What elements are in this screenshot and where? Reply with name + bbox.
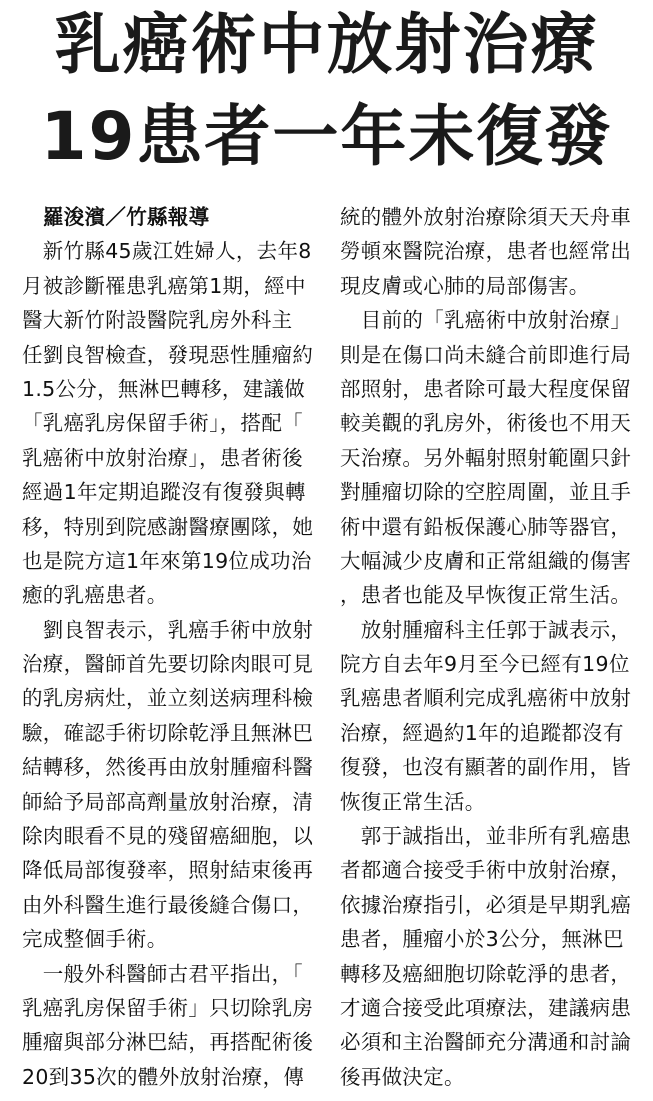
article-line: 也是院方這1年來第19位成功治 xyxy=(22,548,312,573)
article-line: 院方自去年9月至今已經有19位 xyxy=(340,652,630,677)
article-line: 醫大新竹附設醫院乳房外科主 xyxy=(22,308,293,333)
article-line: 乳癌乳房保留手術」只切除乳房 xyxy=(22,995,314,1020)
article-line: 放射腫瘤科主任郭于誠表示， xyxy=(340,617,632,642)
article-line: 必須和主治醫師充分溝通和討論 xyxy=(340,1030,632,1055)
article-line: 恢復正常生活。 xyxy=(340,789,486,814)
article-line: 經過1年定期追蹤沒有復發與轉 xyxy=(22,480,306,505)
article-line: 一般外科醫師古君平指出，「 xyxy=(22,961,303,986)
headline-line-2: 19患者一年未復發 xyxy=(40,98,613,175)
article-line: 轉移及癌細胞切除乾淨的患者， xyxy=(340,961,632,986)
article-line: 除肉眼看不見的殘留癌細胞，以 xyxy=(22,824,314,849)
article-line: 勞頓來醫院治療，患者也經常出 xyxy=(340,239,632,264)
article-line: 現皮膚或心肺的局部傷害。 xyxy=(340,273,590,298)
article-line: 乳癌術中放射治療」，患者術後 xyxy=(22,445,303,470)
article-line: 大幅減少皮膚和正常組織的傷害 xyxy=(340,548,632,573)
article-line: 乳癌患者順利完成乳癌術中放射 xyxy=(340,686,632,711)
article-line: 劉良智表示，乳癌手術中放射 xyxy=(22,617,314,642)
article-column-left xyxy=(22,200,314,1094)
article-line: 對腫瘤切除的空腔周圍，並且手 xyxy=(340,480,632,505)
article-line: 治療，經過約1年的追蹤都沒有 xyxy=(340,720,624,745)
article-line: 結轉移，然後再由放射腫瘤科醫 xyxy=(22,755,314,780)
article-line: 部照射，患者除可最大程度保留 xyxy=(340,376,632,401)
article-line: 治療，醫師首先要切除肉眼可見 xyxy=(22,652,314,677)
article-line: 任劉良智檢查，發現惡性腫瘤約 xyxy=(22,342,314,367)
article-line: 則是在傷口尚未縫合前即進行局 xyxy=(340,342,632,367)
article-line: 郭于誠指出，並非所有乳癌患 xyxy=(340,824,632,849)
article-line: 統的體外放射治療除須天天舟車 xyxy=(340,205,632,229)
article-line: 目前的「乳癌術中放射治療」 xyxy=(340,308,632,333)
article-line: 天治療。另外輻射照射範圍只針 xyxy=(340,445,632,470)
article-line: 的乳房病灶，並立刻送病理科檢 xyxy=(22,686,314,711)
headline-line-1: 乳癌術中放射治療 xyxy=(54,6,599,83)
article-line: 依據治療指引，必須是早期乳癌 xyxy=(340,892,632,917)
byline: 羅浚濱／竹縣報導 xyxy=(43,205,210,229)
article-line: 術中還有鉛板保護心肺等器官， xyxy=(340,514,632,539)
article-line: 月被診斷罹患乳癌第1期，經中 xyxy=(22,273,306,298)
article-line: 移，特別到院感謝醫療團隊，她 xyxy=(22,514,314,539)
article-line: 「乳癌乳房保留手術」，搭配「 xyxy=(22,411,303,436)
article-line: 20到35次的體外放射治療，傳 xyxy=(22,1064,305,1089)
article-line: ，患者也能及早恢復正常生活。 xyxy=(340,583,632,608)
article-line: 患者，腫瘤小於3公分，無淋巴 xyxy=(340,927,624,952)
article-line: 後再做決定。 xyxy=(340,1064,465,1089)
article-line: 者都適合接受手術中放射治療， xyxy=(340,858,632,883)
article-line: 腫瘤與部分淋巴結，再搭配術後 xyxy=(22,1030,314,1055)
article-column-right xyxy=(340,200,632,1094)
article-line: 驗，確認手術切除乾淨且無淋巴 xyxy=(22,720,314,745)
article-line: 癒的乳癌患者。 xyxy=(22,583,168,608)
article-line: 較美觀的乳房外，術後也不用天 xyxy=(340,411,632,436)
article-line: 1.5公分，無淋巴轉移，建議做 xyxy=(22,376,306,401)
article-line: 師給予局部高劑量放射治療，清 xyxy=(22,789,314,814)
article-line: 降低局部復發率，照射結束後再 xyxy=(22,858,314,883)
article-line: 新竹縣45歲江姓婦人，去年8 xyxy=(22,239,312,264)
article-line: 復發，也沒有顯著的副作用，皆 xyxy=(340,755,632,780)
article-line: 由外科醫生進行最後縫合傷口， xyxy=(22,892,314,917)
article-line: 完成整個手術。 xyxy=(22,927,168,952)
article-line: 才適合接受此項療法，建議病患 xyxy=(340,995,632,1020)
